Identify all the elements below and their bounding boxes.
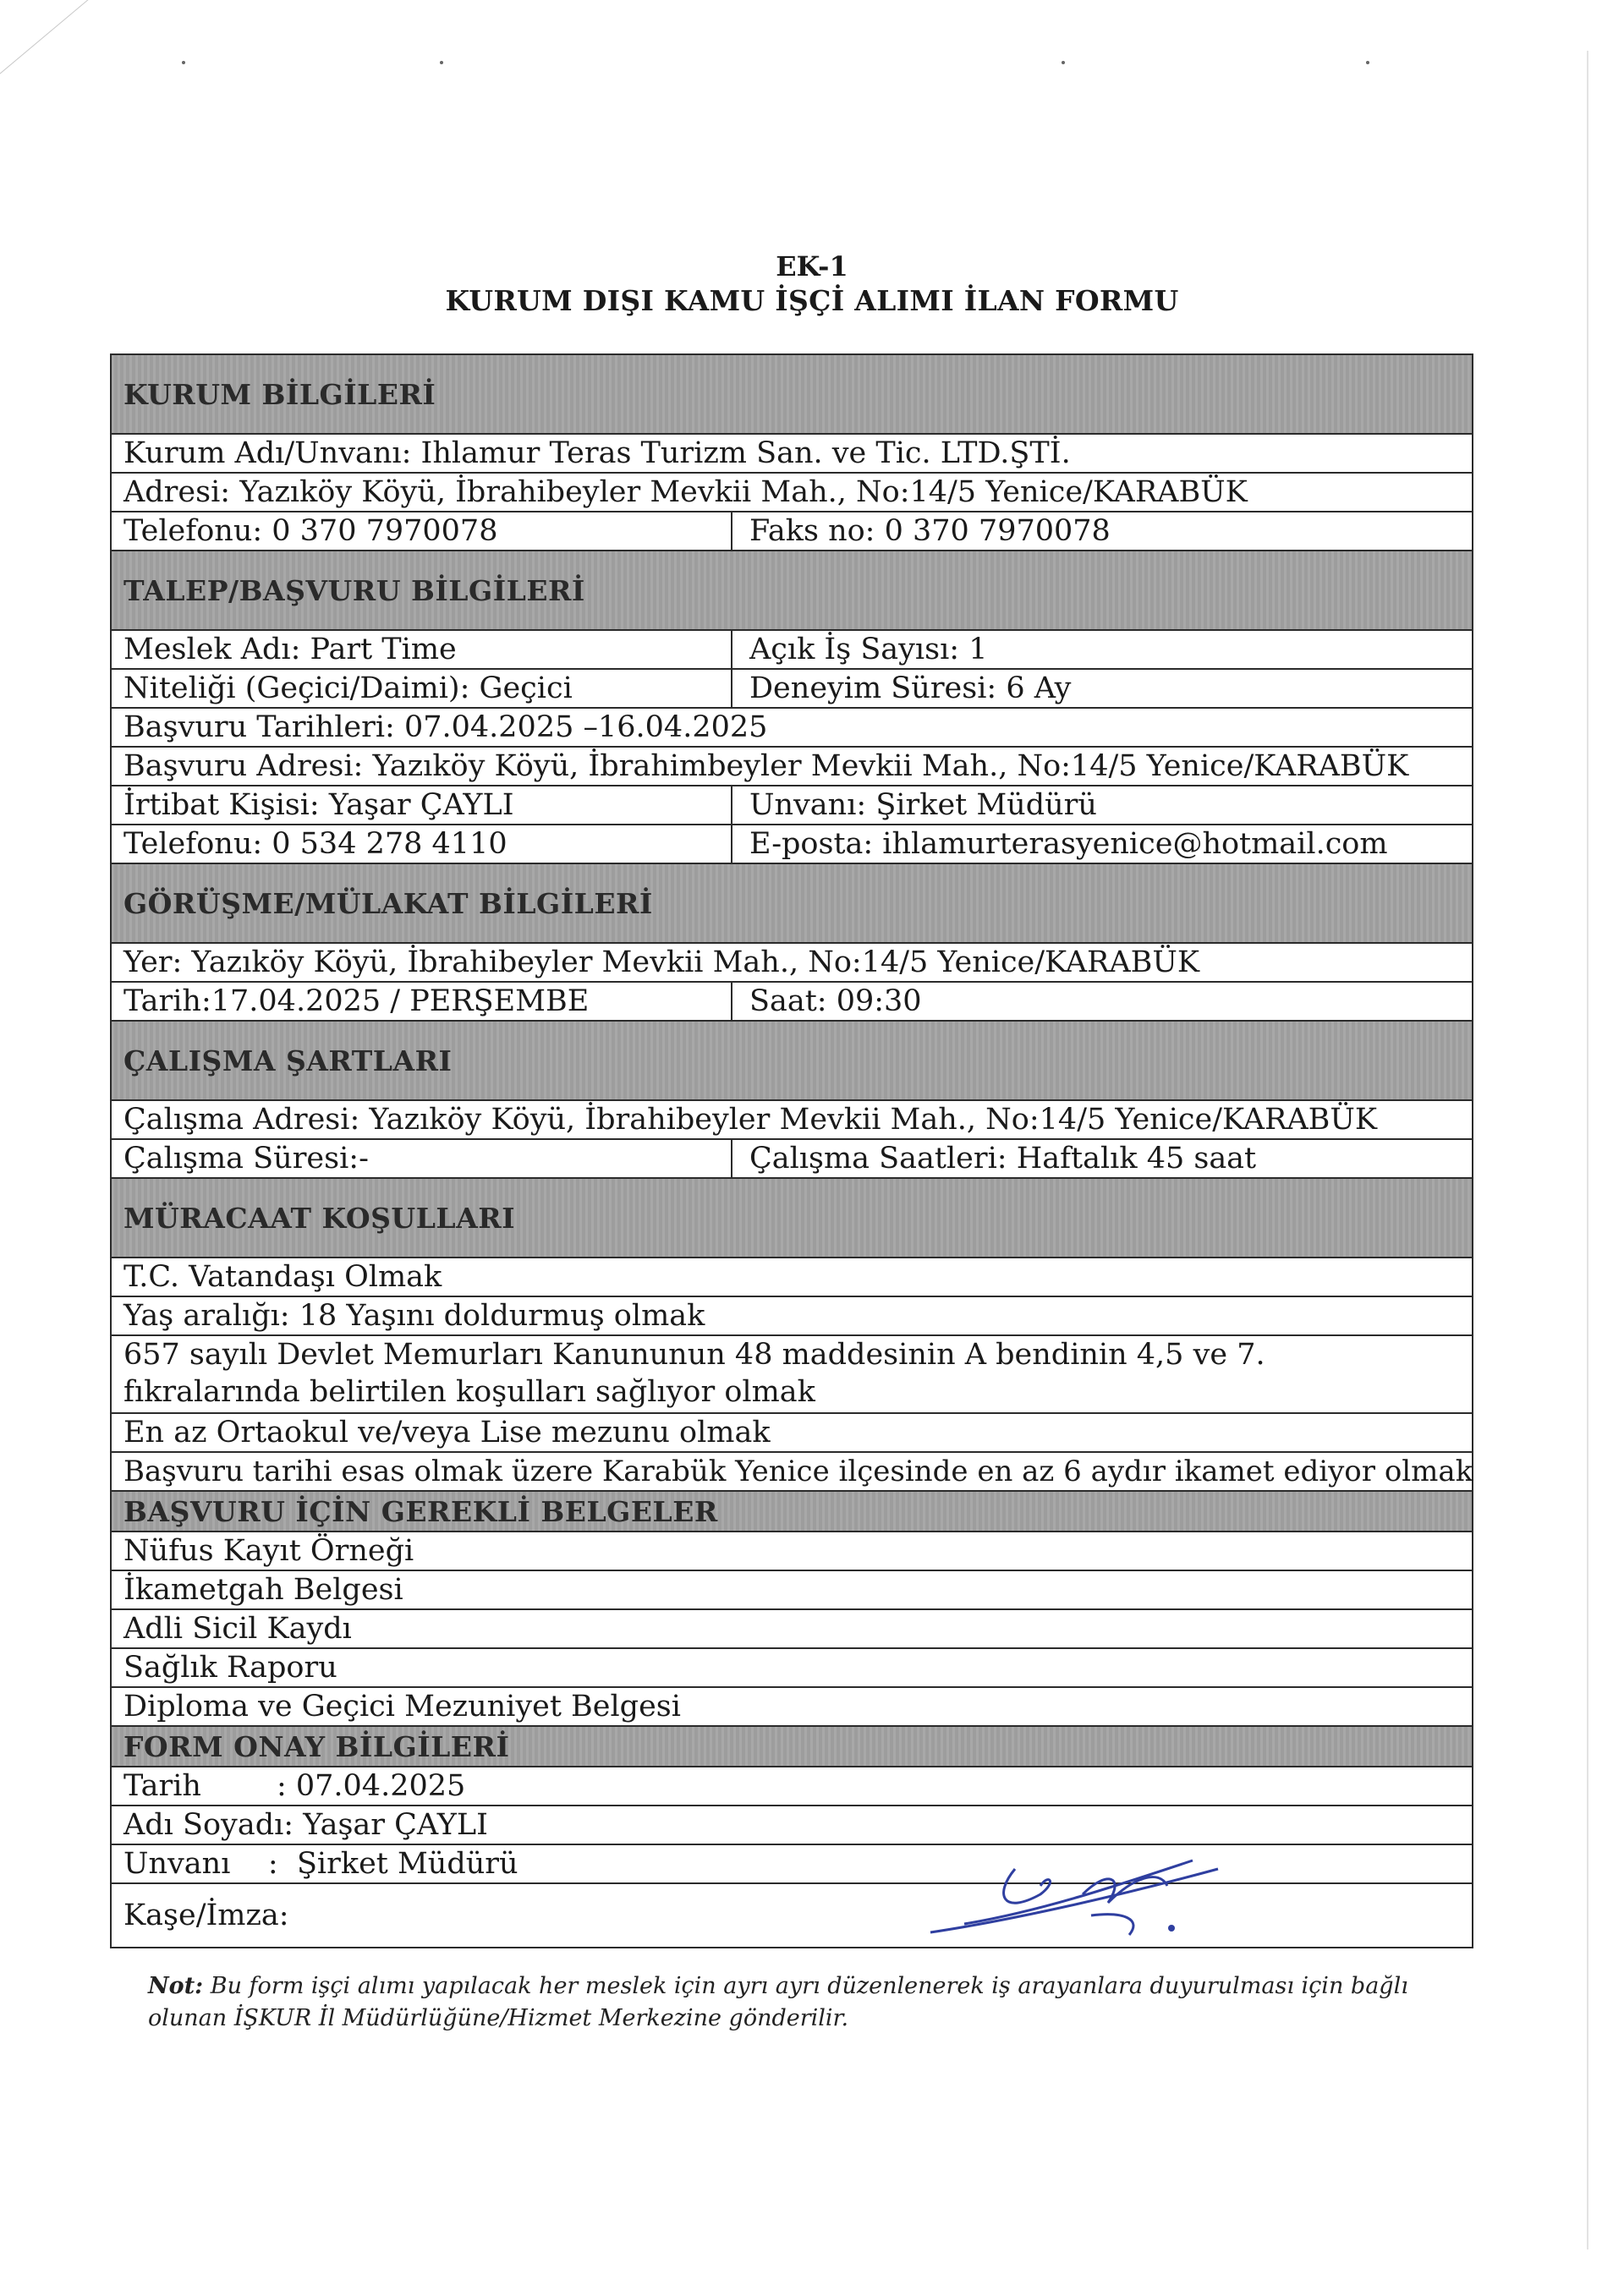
kurum-name: Kurum Adı/Unvanı: Ihlamur Teras Turizm San. ve Tic. LTD.ŞTİ.	[123, 436, 1071, 470]
section-talep: TALEP/BAŞVURU BİLGİLERİ	[112, 551, 1472, 631]
section-belgeler: BAŞVURU İÇİN GEREKLİ BELGELER	[112, 1492, 1472, 1532]
scan-speck	[182, 61, 185, 64]
row-belge-0	[112, 1532, 1472, 1571]
talep-tarihler: Başvuru Tarihleri: 07.04.2025 –16.04.2025	[123, 710, 768, 744]
section-gorusme: GÖRÜŞME/MÜLAKAT BİLGİLERİ	[112, 864, 1472, 944]
calisma-adres: Çalışma Adresi: Yazıköy Köyü, İbrahibeyler Mevkii Mah., No:14/5 Yenice/KARABÜK	[123, 1103, 1377, 1137]
row-talep-tarihler	[112, 709, 1472, 748]
talep-unvan: Unvanı: Şirket Müdürü	[749, 788, 1097, 822]
row-belge-2	[112, 1610, 1472, 1649]
talep-deneyim: Deneyim Süresi: 6 Ay	[749, 671, 1072, 705]
talep-nitelik: Niteliği (Geçici/Daimi): Geçici	[112, 670, 732, 707]
talep-irtibat: İrtibat Kişisi: Yaşar ÇAYLI	[112, 786, 732, 824]
footnote	[148, 1970, 1417, 2035]
row-belge-4	[112, 1688, 1472, 1727]
row-muracaat-3	[112, 1414, 1472, 1453]
section-kurum: KURUM BİLGİLERİ	[112, 355, 1472, 435]
scan-speck	[1062, 61, 1065, 64]
kurum-fax: Faks no: 0 370 7970078	[749, 514, 1111, 548]
row-kurum-address	[112, 474, 1472, 512]
belge-item: Adli Sicil Kaydı	[123, 1612, 352, 1646]
row-talep-adres	[112, 748, 1472, 786]
row-gorusme-yer	[112, 944, 1472, 983]
talep-eposta: E-posta: ihlamurterasyenice@hotmail.com	[749, 827, 1388, 861]
muracaat-item: 657 sayılı Devlet Memurları Kanununun 48 maddesinin A bendinin 4,5 ve 7. fıkralarında belirtilen koşulları sağlıyor olmak	[123, 1338, 1265, 1409]
gorusme-tarih: Tarih:17.04.2025 / PERŞEMBE	[112, 983, 732, 1020]
row-calisma-adres	[112, 1101, 1472, 1140]
footnote-label: Not:	[148, 1973, 204, 1999]
belge-item: İkametgah Belgesi	[123, 1573, 403, 1607]
section-calisma: ÇALIŞMA ŞARTLARI	[112, 1022, 1472, 1101]
row-kurum-contact	[112, 512, 1472, 551]
row-onay-tarih	[112, 1767, 1472, 1806]
footnote-text: Bu form işçi alımı yapılacak her meslek için ayrı ayrı düzenlenerek iş arayanlara duyurulması için bağlı olunan İŞKUR İl Müdürlüğüne/Hizmet Merkezine gönderilir.	[148, 1973, 1408, 2031]
muracaat-item: En az Ortaokul ve/veya Lise mezunu olmak	[123, 1416, 771, 1449]
talep-acik-is: Açık İş Sayısı: 1	[749, 633, 988, 666]
row-kurum-name	[112, 435, 1472, 474]
calisma-saatler: Çalışma Saatleri: Haftalık 45 saat	[749, 1142, 1257, 1175]
kurum-address: Adresi: Yazıköy Köyü, İbrahibeyler Mevkii Mah., No:14/5 Yenice/KARABÜK	[123, 475, 1248, 509]
muracaat-item: Başvuru tarihi esas olmak üzere Karabük Yenice ilçesinde en az 6 aydır ikamet ediyor olmak	[123, 1455, 1473, 1488]
onay-unvan: Unvanı : Şirket Müdürü	[123, 1847, 518, 1881]
row-talep-telefon	[112, 825, 1472, 864]
row-talep-nitelik	[112, 670, 1472, 709]
belge-item: Diploma ve Geçici Mezuniyet Belgesi	[123, 1690, 681, 1723]
gorusme-saat: Saat: 09:30	[749, 984, 922, 1018]
calisma-sure: Çalışma Süresi:-	[112, 1140, 732, 1177]
talep-adres: Başvuru Adresi: Yazıköy Köyü, İbrahimbeyler Mevkii Mah., No:14/5 Yenice/KARABÜK	[123, 749, 1409, 783]
row-onay-adsoyad	[112, 1806, 1472, 1845]
signature-image	[914, 1835, 1235, 1945]
kurum-phone: Telefonu: 0 370 7970078	[112, 512, 732, 550]
onay-kase: Kaşe/İmza:	[123, 1899, 289, 1932]
row-muracaat-0	[112, 1258, 1472, 1297]
row-talep-irtibat	[112, 786, 1472, 825]
row-onay-kase	[112, 1884, 1472, 1947]
row-muracaat-4	[112, 1453, 1472, 1492]
talep-meslek: Meslek Adı: Part Time	[112, 631, 732, 668]
onay-tarih: Tarih : 07.04.2025	[123, 1769, 466, 1803]
muracaat-item: Yaş aralığı: 18 Yaşını doldurmuş olmak	[123, 1299, 705, 1333]
page-fold-mark	[0, 0, 195, 203]
row-talep-meslek	[112, 631, 1472, 670]
scan-edge	[1587, 51, 1588, 2249]
row-muracaat-2	[112, 1336, 1472, 1414]
row-calisma-sure	[112, 1140, 1472, 1179]
row-belge-3	[112, 1649, 1472, 1688]
section-onay: FORM ONAY BİLGİLERİ	[112, 1727, 1472, 1767]
row-muracaat-1	[112, 1297, 1472, 1336]
belge-item: Nüfus Kayıt Örneği	[123, 1534, 414, 1568]
talep-telefon: Telefonu: 0 534 278 4110	[112, 825, 732, 863]
section-muracaat: MÜRACAAT KOŞULLARI	[112, 1179, 1472, 1258]
document-title: KURUM DIŞI KAMU İŞÇİ ALIMI İLAN FORMU	[445, 284, 1179, 317]
row-gorusme-tarih	[112, 983, 1472, 1022]
announcement-form	[110, 353, 1473, 1948]
scan-speck	[1366, 61, 1369, 64]
muracaat-item: T.C. Vatandaşı Olmak	[123, 1260, 442, 1294]
scan-speck	[440, 61, 443, 64]
belge-item: Sağlık Raporu	[123, 1651, 337, 1685]
gorusme-yer: Yer: Yazıköy Köyü, İbrahibeyler Mevkii Mah., No:14/5 Yenice/KARABÜK	[123, 945, 1200, 979]
row-belge-1	[112, 1571, 1472, 1610]
document-code: EK-1	[776, 250, 848, 282]
row-onay-unvan	[112, 1845, 1472, 1884]
onay-adsoyad: Adı Soyadı: Yaşar ÇAYLI	[123, 1808, 488, 1842]
